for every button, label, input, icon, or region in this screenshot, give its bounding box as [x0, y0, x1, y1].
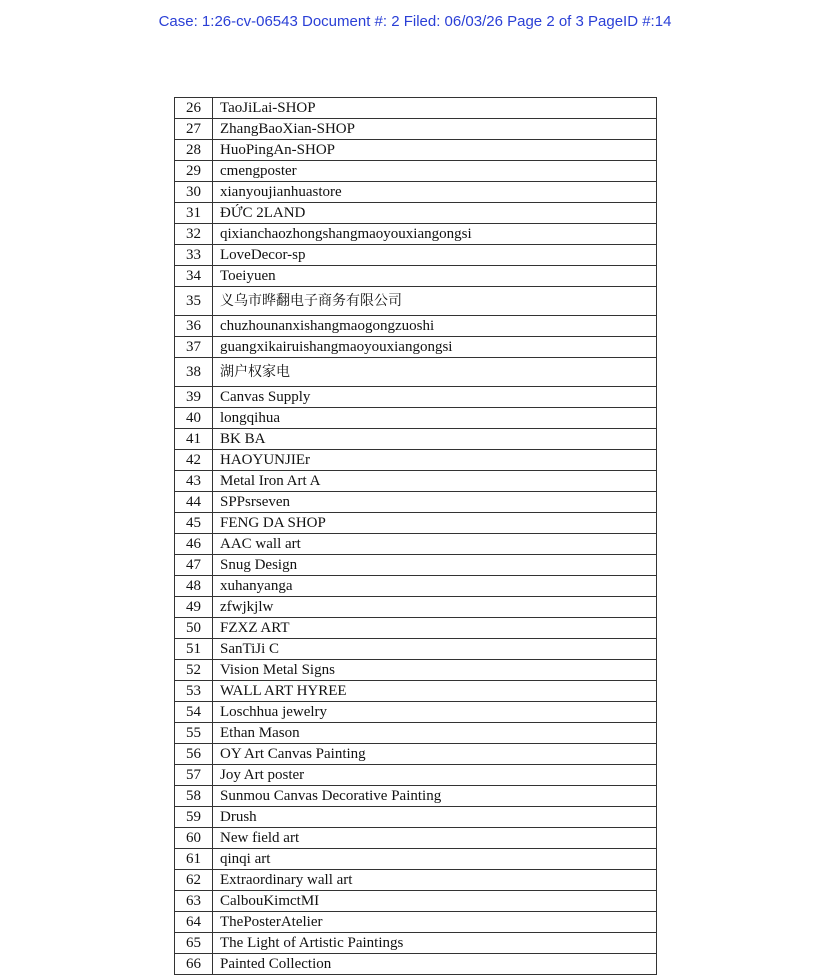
row-number: 55: [175, 723, 213, 744]
seller-name: Vision Metal Signs: [213, 660, 657, 681]
row-number: 31: [175, 203, 213, 224]
table-row: [175, 245, 657, 266]
table-row: [175, 597, 657, 618]
seller-name: Loschhua jewelry: [213, 702, 657, 723]
seller-name: qixianchaozhongshangmaoyouxiangongsi: [213, 224, 657, 245]
table-row: [175, 702, 657, 723]
table-row: [175, 387, 657, 408]
table-row: [175, 723, 657, 744]
table-row: [175, 492, 657, 513]
table-row: [175, 287, 657, 316]
seller-name: Sunmou Canvas Decorative Painting: [213, 786, 657, 807]
row-number: 65: [175, 933, 213, 954]
seller-name: Painted Collection: [213, 954, 657, 975]
table-row: [175, 513, 657, 534]
table-row: [175, 224, 657, 245]
table-row: [175, 140, 657, 161]
row-number: 56: [175, 744, 213, 765]
table-row: [175, 203, 657, 224]
row-number: 36: [175, 316, 213, 337]
case-header: Case: 1:26-cv-06543 Document #: 2 Filed: 06/03/26 Page 2 of 3 PageID #:14: [158, 13, 672, 30]
row-number: 29: [175, 161, 213, 182]
table-row: [175, 337, 657, 358]
seller-name: Drush: [213, 807, 657, 828]
table-row: [175, 576, 657, 597]
seller-name: WALL ART HYREE: [213, 681, 657, 702]
row-number: 42: [175, 450, 213, 471]
table-row: [175, 266, 657, 287]
seller-name: AAC wall art: [213, 534, 657, 555]
seller-name: Snug Design: [213, 555, 657, 576]
table-row: [175, 849, 657, 870]
row-number: 62: [175, 870, 213, 891]
table-row: [175, 786, 657, 807]
seller-name: xianyoujianhuastore: [213, 182, 657, 203]
seller-name: Ethan Mason: [213, 723, 657, 744]
seller-name: 义乌市晔翻电子商务有限公司: [213, 287, 657, 316]
table-row: [175, 119, 657, 140]
seller-name: HAOYUNJIEr: [213, 450, 657, 471]
seller-name: Toeiyuen: [213, 266, 657, 287]
table-row: [175, 744, 657, 765]
table-row: [175, 828, 657, 849]
row-number: 35: [175, 287, 213, 316]
seller-name: BK BA: [213, 429, 657, 450]
seller-name: xuhanyanga: [213, 576, 657, 597]
seller-name: chuzhounanxishangmaogongzuoshi: [213, 316, 657, 337]
seller-name: The Light of Artistic Paintings: [213, 933, 657, 954]
seller-name: SPPsrseven: [213, 492, 657, 513]
table-row: [175, 660, 657, 681]
table-row: [175, 891, 657, 912]
row-number: 39: [175, 387, 213, 408]
table-row: [175, 618, 657, 639]
row-number: 64: [175, 912, 213, 933]
seller-name: Metal Iron Art A: [213, 471, 657, 492]
row-number: 34: [175, 266, 213, 287]
row-number: 46: [175, 534, 213, 555]
table-row: [175, 98, 657, 119]
table-row: [175, 534, 657, 555]
row-number: 52: [175, 660, 213, 681]
seller-name: qinqi art: [213, 849, 657, 870]
row-number: 38: [175, 358, 213, 387]
seller-name: ZhangBaoXian-SHOP: [213, 119, 657, 140]
seller-name: longqihua: [213, 408, 657, 429]
table-row: [175, 933, 657, 954]
row-number: 41: [175, 429, 213, 450]
row-number: 51: [175, 639, 213, 660]
row-number: 53: [175, 681, 213, 702]
row-number: 48: [175, 576, 213, 597]
seller-name: LoveDecor-sp: [213, 245, 657, 266]
seller-name: zfwjkjlw: [213, 597, 657, 618]
row-number: 40: [175, 408, 213, 429]
seller-name: guangxikairuishangmaoyouxiangongsi: [213, 337, 657, 358]
table-row: [175, 161, 657, 182]
seller-name: FZXZ ART: [213, 618, 657, 639]
seller-name: Extraordinary wall art: [213, 870, 657, 891]
row-number: 43: [175, 471, 213, 492]
table-row: [175, 471, 657, 492]
row-number: 47: [175, 555, 213, 576]
table-row: [175, 429, 657, 450]
row-number: 57: [175, 765, 213, 786]
table-row: [175, 316, 657, 337]
row-number: 30: [175, 182, 213, 203]
seller-name: New field art: [213, 828, 657, 849]
seller-name: CalbouKimctMI: [213, 891, 657, 912]
table-row: [175, 765, 657, 786]
seller-name: OY Art Canvas Painting: [213, 744, 657, 765]
seller-name: HuoPingAn-SHOP: [213, 140, 657, 161]
row-number: 27: [175, 119, 213, 140]
table-row: [175, 182, 657, 203]
row-number: 50: [175, 618, 213, 639]
row-number: 49: [175, 597, 213, 618]
seller-name: 湖户权家电: [213, 358, 657, 387]
table-row: [175, 408, 657, 429]
seller-table: [174, 97, 657, 975]
seller-name: Canvas Supply: [213, 387, 657, 408]
seller-name: TaoJiLai-SHOP: [213, 98, 657, 119]
table-row: [175, 807, 657, 828]
row-number: 26: [175, 98, 213, 119]
table-row: [175, 870, 657, 891]
seller-name: ThePosterAtelier: [213, 912, 657, 933]
seller-name: SanTiJi C: [213, 639, 657, 660]
row-number: 63: [175, 891, 213, 912]
row-number: 54: [175, 702, 213, 723]
row-number: 60: [175, 828, 213, 849]
row-number: 58: [175, 786, 213, 807]
table-row: [175, 358, 657, 387]
row-number: 61: [175, 849, 213, 870]
table-row: [175, 681, 657, 702]
seller-name: ĐỨC 2LAND: [213, 203, 657, 224]
seller-name: FENG DA SHOP: [213, 513, 657, 534]
row-number: 37: [175, 337, 213, 358]
table-row: [175, 954, 657, 975]
table-row: [175, 555, 657, 576]
row-number: 28: [175, 140, 213, 161]
row-number: 66: [175, 954, 213, 975]
row-number: 33: [175, 245, 213, 266]
seller-name: Joy Art poster: [213, 765, 657, 786]
row-number: 59: [175, 807, 213, 828]
row-number: 45: [175, 513, 213, 534]
row-number: 32: [175, 224, 213, 245]
seller-name: cmengposter: [213, 161, 657, 182]
table-row: [175, 450, 657, 471]
row-number: 44: [175, 492, 213, 513]
table-row: [175, 912, 657, 933]
table-row: [175, 639, 657, 660]
